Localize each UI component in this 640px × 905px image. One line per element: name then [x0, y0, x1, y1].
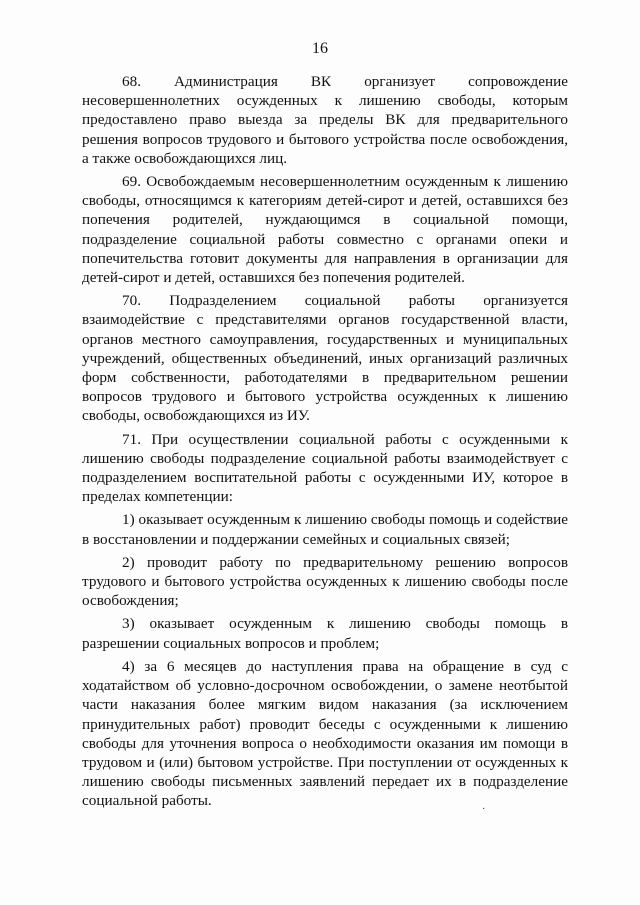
paragraph-71: 71. При осуществлении социальной работы с осужденными к лишению свободы подразделение социальной работы взаимодействует с подразделением воспитательной работы с осужденными ИУ, которое в пределах компетенции: [82, 430, 568, 506]
page-number: 16 [312, 40, 328, 57]
paragraph-71-item-4: 4) за 6 месяцев до наступления права на обращение в суд с ходатайством об условно-досрочном освобождении, о замене неотбытой части наказания более мягким видом наказания (за исключением принудительных работ) проводит беседы с осужденными к лишению свободы для уточнения вопроса о необходимости оказания им помощи в трудовом и (или) бытовом устройстве. При поступлении от осужденных к лишению свободы письменных заявлений передает их в подразделение социальной работы. [82, 657, 568, 810]
paragraph-68: 68. Администрация ВК организует сопровождение несовершеннолетних осужденных к лишению свободы, которым предоставлено право выезда за пределы ВК для предварительного решения вопросов трудового и бытового устройства после освобождения, а также освобождающихся лиц. [82, 73, 568, 167]
document-body [82, 72, 568, 811]
paragraph-70: 70. Подразделением социальной работы организуется взаимодействие с представителями органов государственной власти, органов местного самоуправления, государственных и муниципальных учреждений, общественных объединений, иных организаций различных форм собственности, работодателями в предварительном решении вопросов трудового и бытового устройства осужденных к лишению свободы, освобождающихся из ИУ. [82, 292, 568, 425]
paragraph-69: 69. Освобождаемым несовершеннолетним осужденным к лишению свободы, относящимся к категориям детей-сирот и детей, оставшихся без попечения родителей, нуждающимся в социальной помощи, подразделение социальной работы совместно с органами опеки и попечительства готовит документы для направления в организации для детей-сирот и детей, оставшихся без попечения родителей. [82, 173, 568, 287]
paragraph-71-item-3: 3) оказывает осужденным к лишению свободы помощь в разрешении социальных вопросов и проблем; [82, 615, 568, 652]
paragraph-71-item-1: 1) оказывает осужденным к лишению свободы помощь и содействие в восстановлении и поддержании семейных и социальных связей; [82, 511, 568, 548]
paragraph-71-item-2: 2) проводит работу по предварительному решению вопросов трудового и бытового устройства осужденных к лишению свободы после освобождения; [82, 553, 568, 610]
margin-mark: · [482, 804, 486, 815]
